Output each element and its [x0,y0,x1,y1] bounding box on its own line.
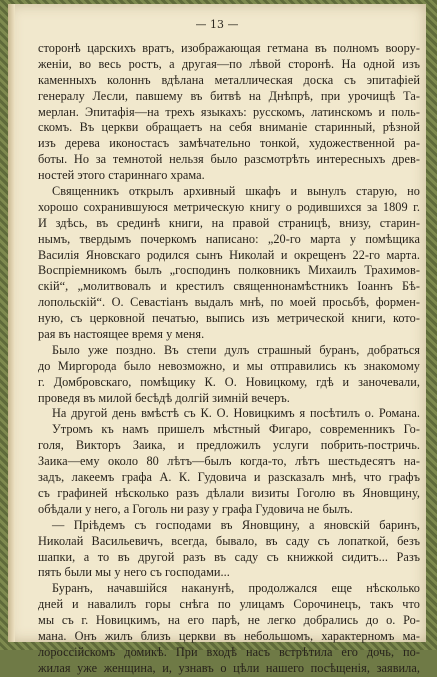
text-line: каменныхъ колоннъ вдѣлана металлическая доска съ эпитафіей [38,72,420,87]
text-line: сторонѣ царскихъ вратъ, изображающая гетмана въ полномъ воору- [38,41,420,55]
text-line: мы съ г. Новицкимъ, на его парѣ, не легко добрались до о. Ро- [38,613,420,628]
text-line: Священникъ открылъ архивный шкафъ и вынулъ старую, но [52,184,420,199]
text-line: И здѣсь, въ срединѣ книги, на правой страницѣ, внизу, старин- [38,215,420,230]
text-line: боты. Но за темнотой нельзя было разсмотрѣть интересныхъ древ- [38,152,420,167]
text-line: рая въ настоящее время у меня. [38,327,205,342]
text-line: ностей этого стариннаго храма. [38,168,205,183]
text-line: Буранъ, начавшійся наканунѣ, продолжался еще нѣсколько [52,581,420,596]
text-line: Утромъ къ намъ пришелъ мѣстный Фигаро, современникъ Го- [52,422,420,437]
text-line: г. Домбровскаго, помѣщику К. О. Новицкому, гдѣ и заночевали, [38,374,420,389]
text-line: обѣдали у него, а Гоголь ни разу у графа Гудовича не былъ. [38,501,353,516]
text-line: Было уже поздно. Въ степи дулъ страшный буранъ, добраться [52,342,420,357]
text-line: — Пріѣдемъ съ господами въ Яновщину, а яновскій баринъ, [52,517,420,532]
text-line: шапки, а то въ другой разъ въ саду съ книжкой сидитъ... Разъ [38,549,420,564]
page-number: — 13 — [195,18,239,31]
text-line: мана. Онъ жилъ близъ церкви въ небольшомъ, характерномъ ма- [38,628,420,643]
text-line: хорошо сохранившуюся метрическую книгу о родившихся за 1809 г. [38,199,420,214]
text-line: скомъ. Въ церкви обращаетъ на себя вниманіе старинный, рѣзной [38,120,420,135]
text-line: генералу Лесли, павшему въ битвѣ на Днѣпрѣ, при урочищѣ Та- [38,88,420,103]
text-line: дней и навалилъ горы снѣга по улицамъ Сорочинецъ, такъ что [38,597,420,612]
text-line: Николай Васильевичъ, всегда, бывало, въ саду съ лопаткой, безъ [38,533,420,548]
text-line: скій“, „молитвовалъ и крестилъ священнонамѣстникъ Іоаннъ Бѣ- [38,279,420,294]
text-line: изъ дерева иконостасъ замѣчательно тонкой, художественной ра- [38,136,420,151]
text-line: жилая уже женщина, и, узнавъ о цѣли нашего посѣщенія, заявила, [38,660,420,675]
text-line: задъ, лакеемъ графа А. К. Гудовича и разсказалъ мнѣ, что графъ [38,470,420,485]
text-line: мерлан. Эпитафія—на трехъ языкахъ: русскомъ, латинскомъ и поль- [38,104,420,119]
text-line: нымъ, твердымъ почеркомъ написано: „20-го марта у помѣщика [38,231,420,246]
body-text [38,41,420,677]
text-line: лороссійскомъ домикѣ. При входѣ насъ встрѣтила его дочь, по- [38,644,420,659]
text-line: Заика—ему около 80 лѣтъ—былъ когда-то, лѣтъ шестьдесятъ на- [38,454,420,469]
text-line: Воспріемникомъ былъ „господинъ полковникъ Михаилъ Трахимов- [38,263,420,278]
text-line: На другой день вмѣстѣ съ К. О. Новицкимъ я посѣтилъ о. Романа. [52,406,420,421]
text-line: съ графиней нѣсколько разъ дѣлали визиты Гоголю въ Яновщину, [38,485,420,500]
text-line: до Миргорода было невозможно, и мы отправились къ знакомому [38,358,420,373]
text-line: Василія Яновскаго родился сынъ Николай и окрещенъ 22-го марта. [38,247,420,262]
text-line: лопольскій“. О. Севастіанъ выдалъ мнѣ, по моей просьбѣ, формен- [38,295,420,310]
page-gutter [8,4,15,642]
text-line: ную, съ церковной печатью, выпись изъ метрической книги, кото- [38,311,420,326]
text-line: женіи, во весь ростъ, а другая—по лѣвой сторонѣ. На одной изъ [38,56,420,71]
text-line: голя, Викторъ Заика, и предложилъ услуги побрить-постричь. [38,438,420,453]
text-line: пять были мы у него съ господами... [38,565,230,580]
book-page [8,4,426,675]
text-line: проведя въ милой бесѣдѣ долгій зимній вечеръ. [38,390,290,405]
